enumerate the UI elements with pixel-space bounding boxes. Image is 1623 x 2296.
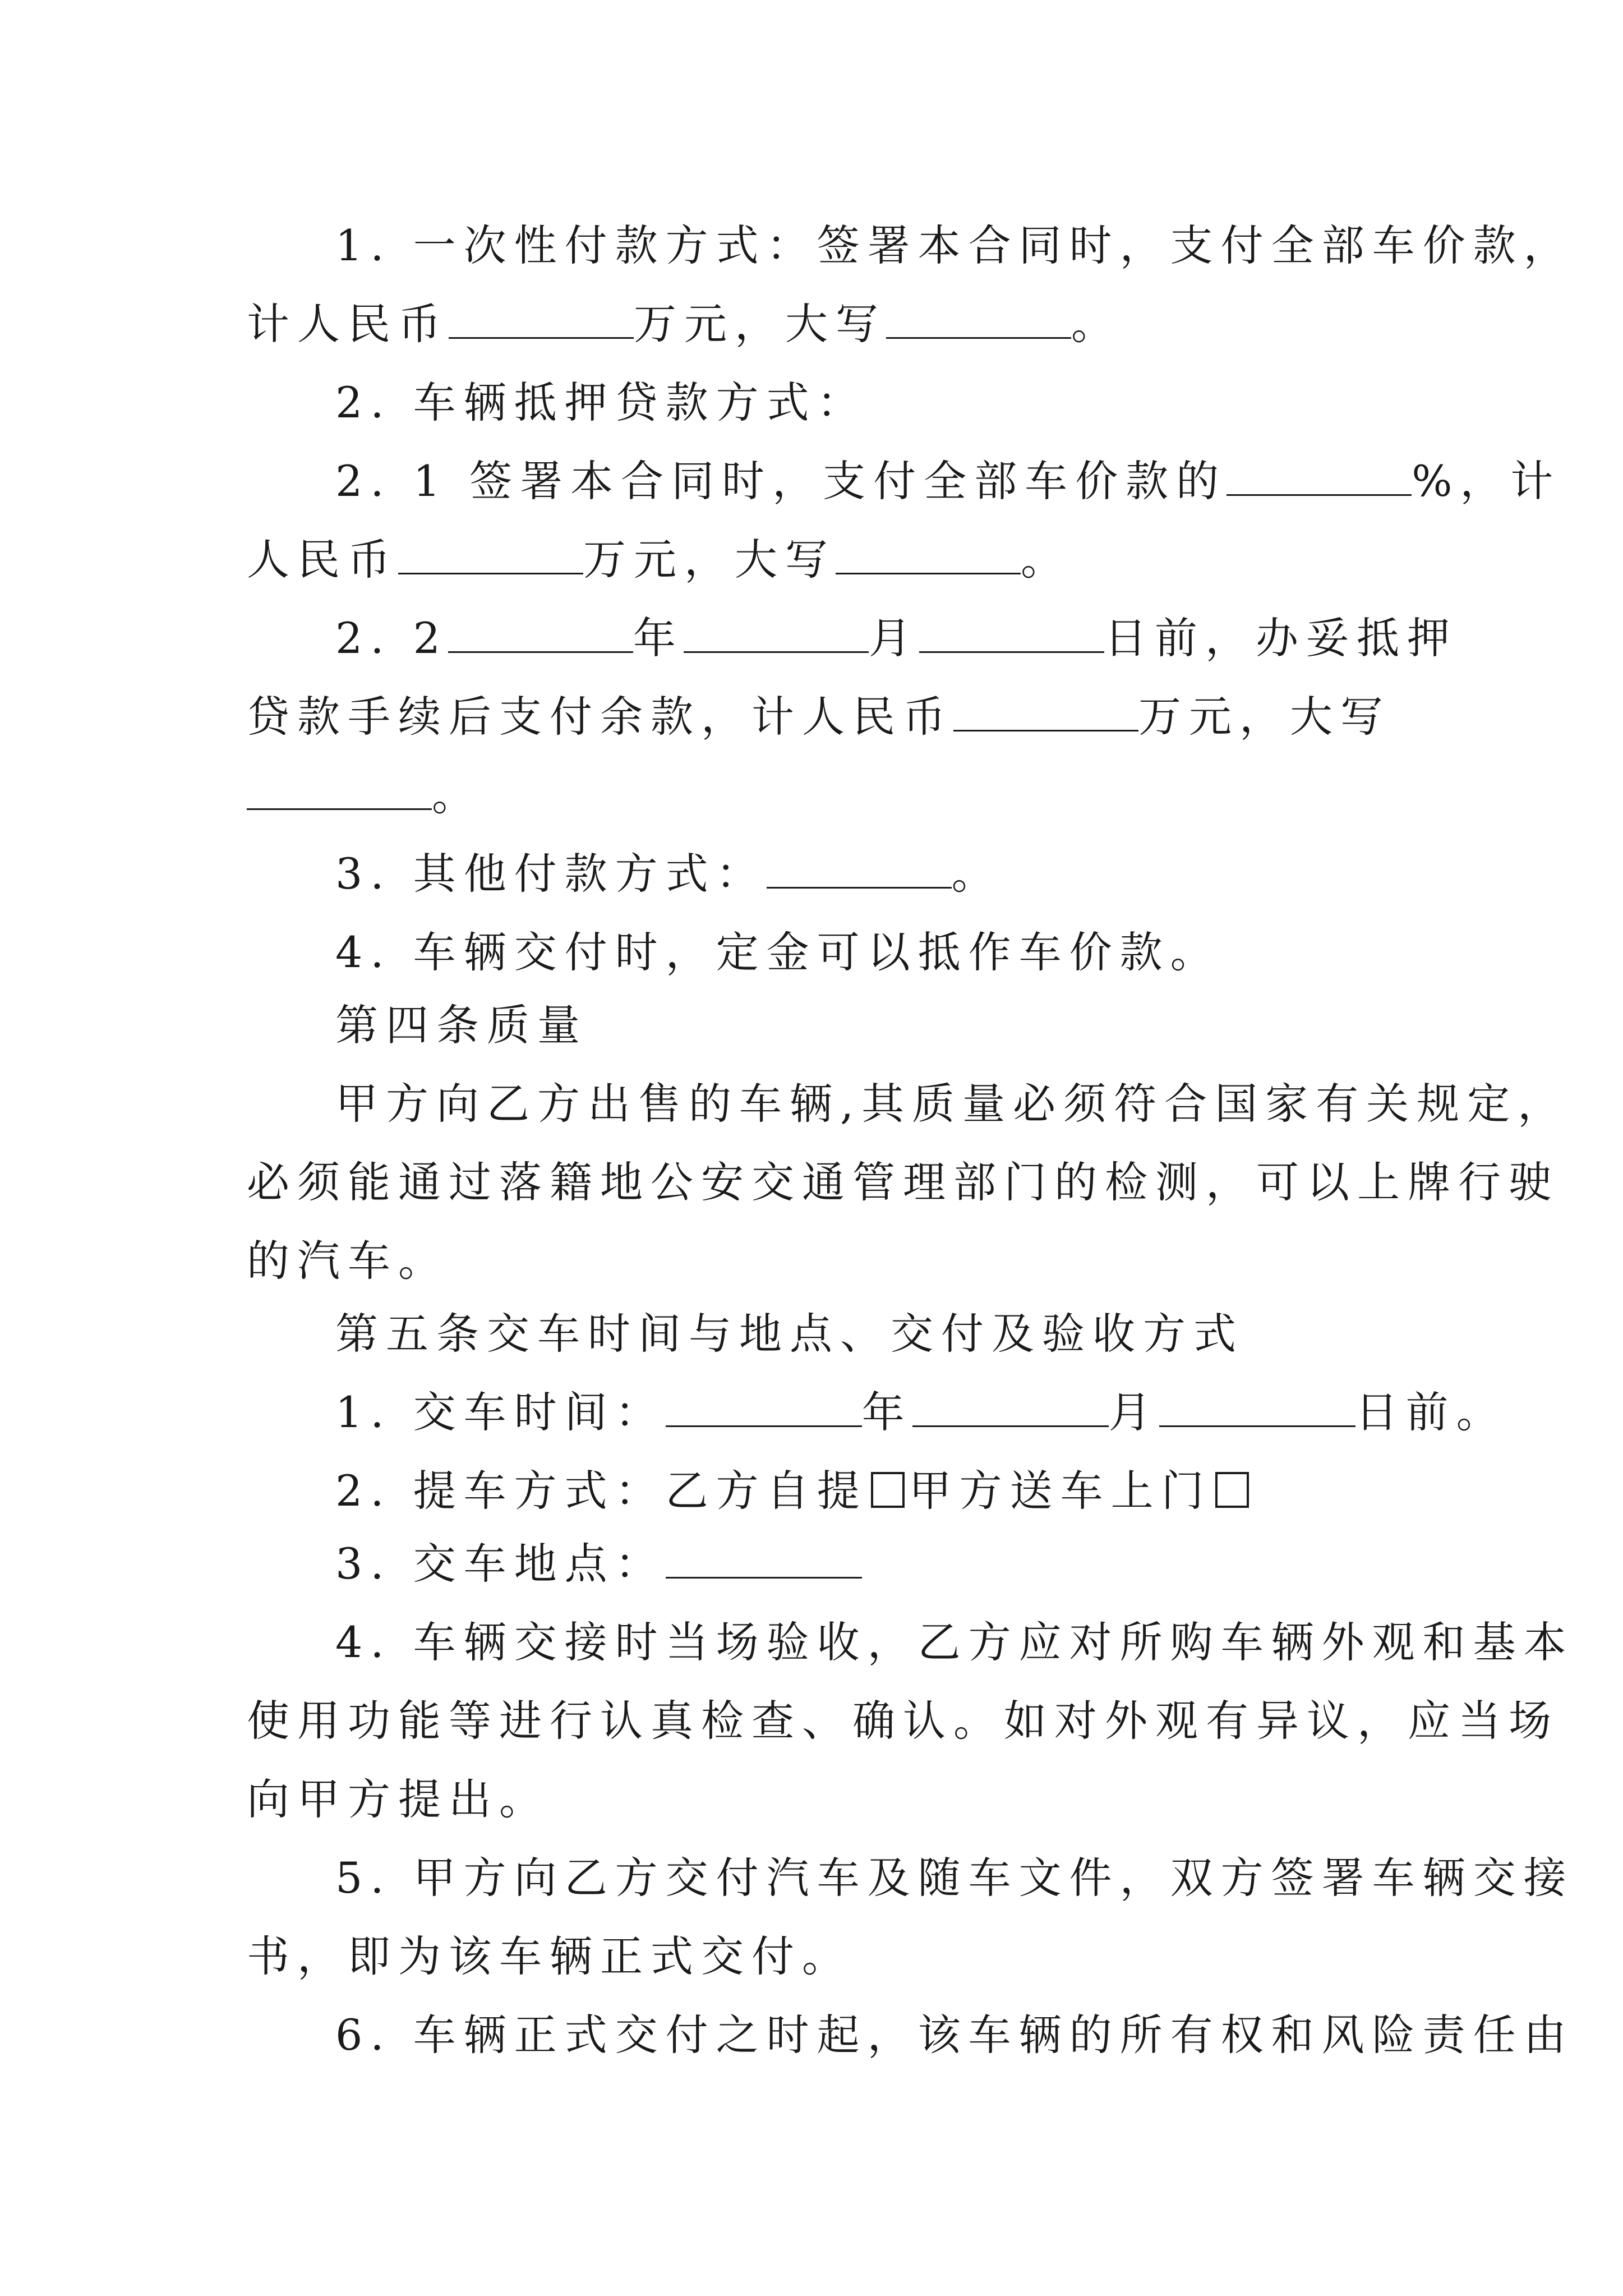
self-pickup-checkbox[interactable] [871, 1472, 905, 1508]
delivery-time-label: 1. 交车时间： [335, 1387, 666, 1437]
self-pickup-label: 2. 提车方式：乙方自提 [335, 1466, 868, 1516]
clause-2-2-number: 2. 2 [335, 613, 449, 663]
day-blank[interactable] [1159, 1391, 1355, 1427]
clause-2-1-line-2 [247, 532, 1071, 588]
inspection-text-2: 使用功能等进行认真检查、确认。如对外观有异议，应当场 [247, 1696, 1559, 1746]
day-text: 日前。 [1355, 1387, 1507, 1437]
day-text: 日前，办妥抵押 [1104, 613, 1458, 663]
amount-in-words-blank[interactable] [886, 302, 1071, 339]
year-blank[interactable] [448, 616, 633, 653]
home-delivery-label: 甲方送车上门 [909, 1466, 1212, 1516]
wanyuan-daxie-label: 万元，大写 [583, 535, 836, 585]
article-4-title-text: 第四条质量 [335, 1000, 588, 1050]
mortgage-loan-title-text: 2. 车辆抵押贷款方式： [335, 378, 868, 427]
article-5-title [335, 1306, 1244, 1362]
amount-in-words-blank[interactable] [836, 538, 1021, 574]
handover-line-2 [247, 1929, 852, 1985]
other-payment-blank[interactable] [767, 852, 952, 889]
period: 。 [432, 770, 482, 820]
home-delivery-checkbox[interactable] [1215, 1472, 1249, 1508]
article-4-text-3: 的汽车。 [247, 1236, 449, 1286]
period: 。 [1071, 299, 1122, 349]
month-label: 月 [869, 613, 920, 663]
inspection-line-2 [247, 1693, 1559, 1749]
period: 。 [1021, 535, 1071, 585]
article-5-title-text: 第五条交车时间与地点、交付及验收方式 [335, 1309, 1244, 1359]
article-4-text-2: 必须能通过落籍地公安交通管理部门的检测，可以上牌行驶 [247, 1157, 1559, 1207]
rmb-label: 人民币 [247, 535, 398, 585]
period: 。 [951, 849, 1002, 899]
clause-2-2-line-2 [247, 689, 1391, 745]
wanyuan-daxie-label: 万元，大写 [1138, 692, 1391, 742]
ownership-text-1: 6. 车辆正式交付之时起，该车辆的所有权和风险责任由 [335, 2010, 1574, 2060]
wanyuan-daxie-label: 万元，大写 [634, 299, 886, 349]
amount-blank[interactable] [449, 302, 634, 339]
percent-label: %，计 [1412, 456, 1561, 506]
deposit-text: 4. 车辆交付时，定金可以抵作车价款。 [335, 927, 1221, 977]
month-label: 月 [1108, 1387, 1159, 1437]
clause-2-1-text: 2. 1 签署本合同时，支付全部车价款的 [335, 456, 1227, 506]
mortgage-loan-title [335, 375, 868, 431]
month-blank[interactable] [912, 1391, 1109, 1427]
other-payment-line [335, 846, 1002, 902]
year-label: 年 [633, 613, 684, 663]
inspection-line-3 [247, 1772, 550, 1828]
percent-blank[interactable] [1227, 459, 1412, 496]
article-4-text-1: 甲方向乙方出售的车辆,其质量必须符合国家有关规定， [335, 1079, 1569, 1129]
inspection-text-1: 4. 车辆交接时当场验收，乙方应对所购车辆外观和基本 [335, 1617, 1574, 1667]
article-4-line-2 [247, 1154, 1559, 1211]
handover-text-1: 5. 甲方向乙方交付汽车及随车文件，双方签署车辆交接 [335, 1853, 1574, 1903]
amount-in-words-blank[interactable] [247, 774, 432, 810]
year-label: 年 [861, 1387, 912, 1437]
rmb-label: 计人民币 [247, 299, 449, 349]
other-payment-text: 3. 其他付款方式： [335, 849, 767, 899]
delivery-place-label: 3. 交车地点： [335, 1539, 666, 1589]
pickup-method-line [335, 1463, 1253, 1519]
amount-blank[interactable] [398, 538, 583, 574]
article-4-line-3 [247, 1233, 449, 1289]
inspection-text-3: 向甲方提出。 [247, 1774, 550, 1824]
clause-2-2-text: 贷款手续后支付余款，计人民币 [247, 692, 953, 742]
payment-lump-sum-text: 1. 一次性付款方式：签署本合同时，支付全部车价款， [335, 220, 1574, 270]
handover-line-1 [335, 1850, 1574, 1906]
month-blank[interactable] [684, 616, 869, 653]
deposit-line [335, 924, 1221, 981]
delivery-place-blank[interactable] [666, 1542, 862, 1579]
inspection-line-1 [335, 1614, 1574, 1671]
ownership-line-1 [335, 2007, 1574, 2063]
handover-text-2: 书，即为该车辆正式交付。 [247, 1931, 852, 1981]
delivery-time-line [335, 1384, 1507, 1441]
year-blank[interactable] [666, 1391, 862, 1427]
article-4-line-1 [335, 1076, 1568, 1132]
amount-blank[interactable] [953, 695, 1138, 731]
clause-2-1-line-1 [335, 453, 1561, 509]
payment-lump-sum-line-1 [335, 218, 1574, 274]
clause-2-2-line-3 [247, 767, 482, 823]
delivery-place-line [335, 1536, 862, 1592]
payment-lump-sum-line-2 [247, 296, 1122, 352]
article-4-title [335, 997, 588, 1053]
day-blank[interactable] [919, 616, 1104, 653]
clause-2-2-line-1 [335, 610, 1458, 666]
